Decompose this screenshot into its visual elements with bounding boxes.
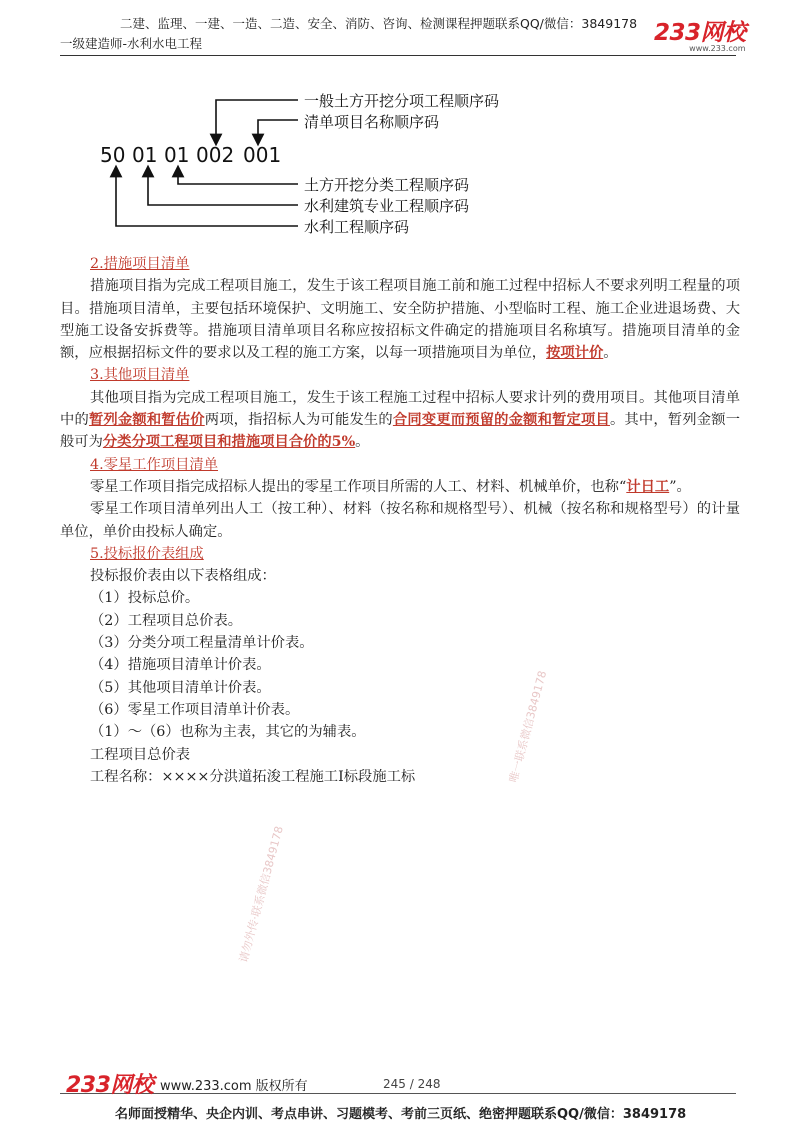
section-2-paragraph	[60, 275, 740, 364]
section-2-title: 2.措施项目清单	[90, 256, 190, 272]
watermark-right: 唯一联系微信3849178	[506, 669, 550, 784]
page-number: 245 / 248	[383, 1077, 441, 1091]
project-name: 工程名称：××××分洪道拓浚工程施工I标段施工标	[90, 768, 416, 785]
section-2-text: 措施项目指为完成工程项目施工，发生于该工程项目施工前和施工过程中招标人不要求列明工程量的项目。措施项目清单，主要包括环境保护、文明施工、安全防护措施、小型临时工程、施工企业进退场费、大型施工设备安拆费等。措施项目清单项目名称应按招标文件确定的措施项目名称填写。措施项目清单的金额，应根据招标文件的要求以及工程的施工方案，以每一项措施项目为单位，	[60, 278, 740, 362]
header-subject: 一级建造师-水利水电工程	[60, 36, 203, 51]
section-4-end: ”。	[669, 478, 691, 495]
footer-promo: 名师面授精华、央企内训、考点串讲、习题模考、考前三页纸、绝密押题联系QQ/微信：3849178	[115, 1107, 687, 1122]
section-3-text-a: 其他项目指为完成工程项目施工，发生于该工程施工过程中招标人要求计列的费用项目。其他项目清单中的	[60, 389, 740, 429]
list-item: （1）投标总价。	[90, 590, 200, 607]
watermark-center: 请勿外传·联系微信3849178	[236, 824, 286, 964]
code-structure-diagram	[0, 80, 800, 250]
label-water-engineering: 水利工程顺序码	[304, 218, 410, 236]
section-3-emphasis-1: 暂列金额和暂估价	[88, 412, 205, 429]
section-4-emphasis: 计日工	[626, 478, 670, 495]
header-logo	[654, 14, 746, 53]
code-part-3: 01	[164, 143, 190, 167]
section-2-end: 。	[603, 345, 618, 362]
list-item: （3）分类分项工程量清单计价表。	[90, 635, 314, 652]
header-rule	[60, 55, 736, 56]
section-3-emphasis-3: 分类分项工程项目和措施项目合价的5%	[102, 434, 356, 451]
section-2-emphasis: 按项计价	[546, 345, 604, 362]
document-body	[60, 253, 740, 788]
code-part-4: 002	[196, 143, 235, 167]
label-list-item-name: 清单项目名称顺序码	[304, 113, 440, 131]
list-item: （2）工程项目总价表。	[90, 612, 243, 629]
section-4-text: 零星工作项目指完成招标人提出的零星工作项目所需的人工、材料、机械单价，也称“	[90, 478, 627, 495]
section-3-title: 3.其他项目清单	[90, 367, 190, 384]
label-excavation-category: 土方开挖分类工程顺序码	[304, 176, 470, 194]
logo-domain: www.233.com	[689, 44, 746, 53]
footer-logo: 233网校	[66, 1073, 154, 1098]
list-item: （4）措施项目清单计价表。	[90, 657, 271, 674]
section-4-paragraph-2: 零星工作项目清单列出人工（按工种）、材料（按名称和规格型号）、机械（按名称和规格型号）的计量单位，单价由投标人确定。	[60, 501, 740, 540]
section-5-intro: 投标报价表由以下表格组成：	[90, 568, 276, 585]
section-3-end: 。	[355, 434, 370, 451]
list-item: （5）其他项目清单计价表。	[90, 679, 271, 696]
code-part-5: 001	[243, 143, 282, 167]
table-title: 工程项目总价表	[90, 746, 191, 763]
section-3-emphasis-2: 合同变更而预留的金额和暂定项目	[392, 412, 610, 429]
section-5-title: 5.投标报价表组成	[90, 545, 204, 562]
section-4-title: 4.零星工作项目清单	[90, 456, 219, 473]
list-item: （1）～（6）也称为主表，其它的为辅表。	[90, 724, 366, 741]
section-3-paragraph	[60, 387, 740, 454]
code-part-2: 01	[132, 143, 158, 167]
logo-text: 233网校	[654, 20, 746, 46]
section-3-text-c: 。其中，暂列金额一般可为	[60, 412, 741, 451]
header-promo: 二建、监理、一建、一造、二造、安全、消防、咨询、检测课程押题联系QQ/微信：3849178	[120, 16, 638, 31]
list-item: （6）零星工作项目清单计价表。	[90, 701, 300, 718]
footer-site: www.233.com 版权所有	[160, 1079, 308, 1094]
section-4-paragraph-1	[60, 476, 740, 498]
code-part-1: 50	[100, 143, 126, 167]
label-excavation-item: 一般土方开挖分项工程顺序码	[304, 92, 500, 110]
section-3-text-b: 两项，指招标人为可能发生的	[204, 412, 393, 429]
label-water-specialty: 水利建筑专业工程顺序码	[304, 197, 470, 215]
